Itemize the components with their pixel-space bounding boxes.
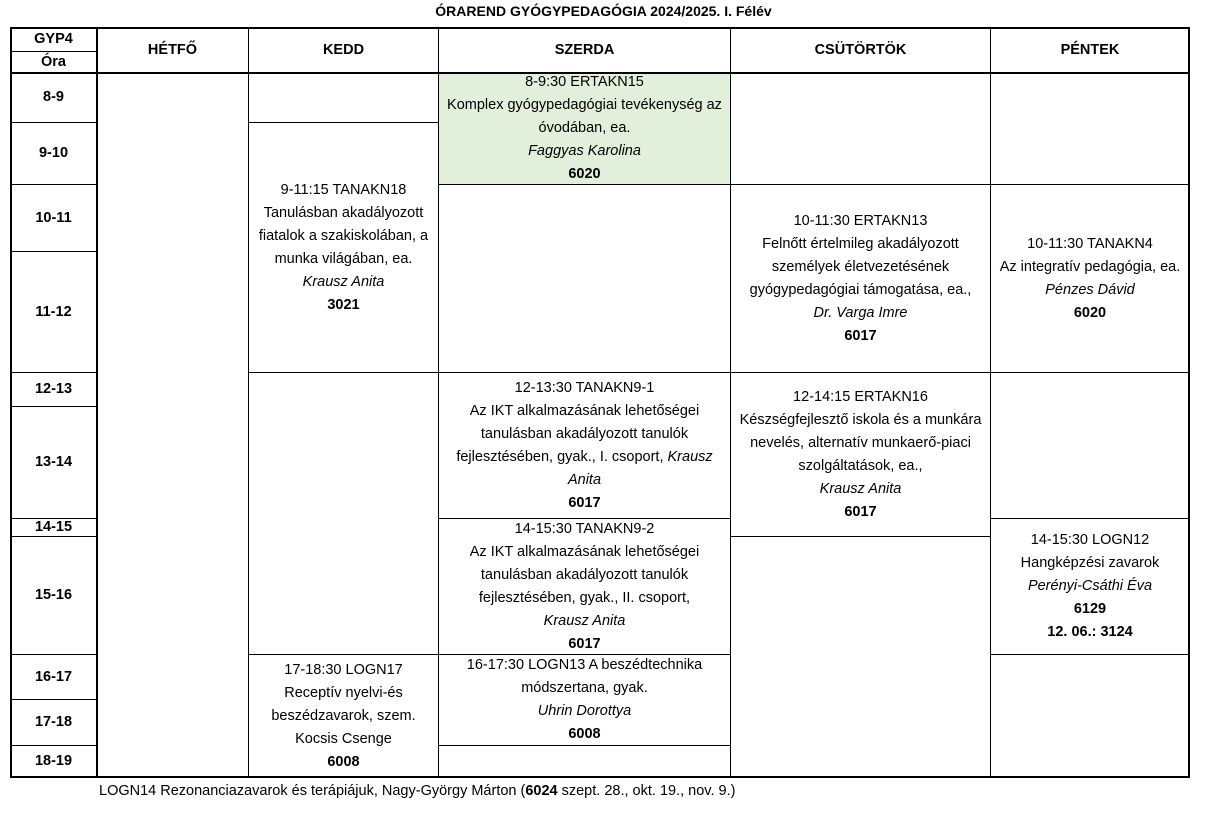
course-room: 6017 bbox=[568, 635, 601, 652]
hour-label: 12-13 bbox=[10, 372, 97, 407]
course-teacher: Krausz Anita bbox=[543, 612, 626, 629]
hour-label: 10-11 bbox=[10, 184, 97, 252]
course-time: 17-18:30 LOGN17 bbox=[284, 661, 403, 678]
hour-label: 18-19 bbox=[10, 745, 97, 778]
course-title: Az IKT alkalmazásának lehetőségei tanulásban akadályozott tanulók fejlesztésében, gyak., I. csoport, Krausz Anita bbox=[456, 402, 713, 488]
footnote: LOGN14 Rezonanciazavarok és terápiájuk, Nagy-György Márton (6024 szept. 28., okt. 19., nov. 9.) bbox=[99, 783, 736, 799]
group-header: GYP4 bbox=[10, 27, 97, 52]
hour-label: 8-9 bbox=[10, 72, 97, 123]
szerda-empty bbox=[438, 184, 731, 373]
kedd-empty bbox=[248, 72, 439, 123]
course-room: 6008 bbox=[568, 726, 601, 742]
course-room: 6008 bbox=[327, 753, 360, 770]
course-title: Komplex gyógypedagógiai tevékenység az óvodában, ea. bbox=[447, 97, 722, 136]
course-title: Az IKT alkalmazásának lehetőségei tanulásban akadályozott tanulók fejlesztésében, gyak., II. csoport, bbox=[469, 543, 700, 606]
course-time: 10-11:30 TANAKN4 bbox=[1027, 235, 1153, 252]
day-header-szerda: SZERDA bbox=[438, 27, 731, 73]
course-time: 12-13:30 TANAKN9-1 bbox=[514, 379, 655, 396]
course-room-note: 12. 06.: 3124 bbox=[1047, 624, 1133, 640]
csutortok-empty bbox=[730, 536, 991, 778]
hour-label: 16-17 bbox=[10, 654, 97, 700]
course-time: 10-11:30 ERTAKN13 bbox=[793, 212, 928, 229]
course-time: 16-17:30 LOGN13 A beszédtechnika módszertana, gyak. bbox=[466, 657, 703, 696]
hour-label: 13-14 bbox=[10, 406, 97, 519]
course-block-szerda-2 bbox=[438, 372, 731, 519]
hour-label: 9-10 bbox=[10, 122, 97, 185]
course-time: 9-11:15 TANAKN18 bbox=[280, 181, 407, 198]
course-block-szerda-3 bbox=[438, 518, 731, 655]
pentek-empty bbox=[990, 654, 1190, 778]
ora-header: Óra bbox=[10, 51, 97, 73]
course-title: Tanulásban akadályozott fiatalok a szakiskolában, a munka világában, ea. bbox=[258, 204, 429, 267]
course-block-szerda-4 bbox=[438, 654, 731, 746]
course-teacher: Faggyas Karolina bbox=[528, 143, 641, 159]
szerda-empty bbox=[438, 745, 731, 778]
kedd-empty bbox=[248, 372, 439, 655]
hour-label: 11-12 bbox=[10, 251, 97, 373]
page-title: ÓRAREND GYÓGYPEDAGÓGIA 2024/2025. I. Félév bbox=[435, 3, 772, 19]
course-teacher: Perényi-Csáthi Éva bbox=[1027, 578, 1153, 594]
course-time: 14-15:30 TANAKN9-2 bbox=[514, 520, 655, 537]
course-teacher: Kocsis Csenge bbox=[295, 730, 392, 747]
day-header-kedd: KEDD bbox=[248, 27, 439, 73]
course-teacher: Dr. Varga Imre bbox=[813, 304, 908, 321]
course-teacher: Krausz Anita bbox=[819, 480, 902, 497]
course-teacher: Uhrin Dorottya bbox=[537, 703, 632, 719]
hetfo-empty bbox=[96, 72, 249, 778]
course-time: 14-15:30 LOGN12 bbox=[1030, 532, 1150, 548]
hour-label: 15-16 bbox=[10, 536, 97, 655]
course-teacher: Pénzes Dávid bbox=[1045, 281, 1135, 298]
course-block-kedd-2 bbox=[248, 654, 439, 778]
course-room: 6017 bbox=[568, 494, 601, 511]
course-block-pentek-1 bbox=[990, 184, 1190, 373]
course-title: Az integratív pedagógia, ea. bbox=[999, 258, 1181, 275]
course-block-csutortok-2 bbox=[730, 372, 991, 537]
course-room: 6129 bbox=[1073, 601, 1107, 617]
course-room: 6017 bbox=[844, 503, 877, 520]
csutortok-empty bbox=[730, 72, 991, 185]
day-header-pentek: PÉNTEK bbox=[990, 27, 1190, 73]
course-room: 6017 bbox=[844, 327, 877, 344]
day-header-csutortok: CSÜTÖRTÖK bbox=[730, 27, 991, 73]
timetable bbox=[10, 27, 1190, 778]
course-block-kedd-1 bbox=[248, 122, 439, 373]
day-header-hetfo: HÉTFŐ bbox=[96, 27, 249, 73]
course-title: Felnőtt értelmileg akadályozott személyek életvezetésének gyógypedagógiai támogatása, ea., bbox=[749, 235, 972, 298]
course-teacher: Krausz Anita bbox=[567, 448, 713, 488]
footnote-room: 6024 bbox=[525, 783, 558, 799]
pentek-empty bbox=[990, 72, 1190, 185]
course-room: 6020 bbox=[568, 166, 601, 182]
hour-label: 14-15 bbox=[10, 518, 97, 537]
course-title: Készségfejlesztő iskola és a munkára nevelés, alternatív munkaerő-piaci szolgáltatások, ea., bbox=[739, 411, 982, 474]
course-title: Hangképzési zavarok bbox=[1020, 555, 1160, 571]
course-teacher: Krausz Anita bbox=[302, 273, 385, 290]
pentek-empty bbox=[990, 372, 1190, 519]
course-room: 3021 bbox=[327, 296, 360, 313]
course-time: 8-9:30 ERTAKN15 bbox=[525, 74, 644, 90]
course-block-csutortok-1 bbox=[730, 184, 991, 373]
course-block-szerda-1 bbox=[438, 72, 731, 185]
course-room: 6020 bbox=[1073, 304, 1107, 321]
course-title: Receptív nyelvi-és beszédzavarok, szem. bbox=[271, 684, 416, 724]
course-time: 12-14:15 ERTAKN16 bbox=[793, 388, 928, 405]
course-block-pentek-2 bbox=[990, 518, 1190, 655]
hour-label: 17-18 bbox=[10, 699, 97, 746]
